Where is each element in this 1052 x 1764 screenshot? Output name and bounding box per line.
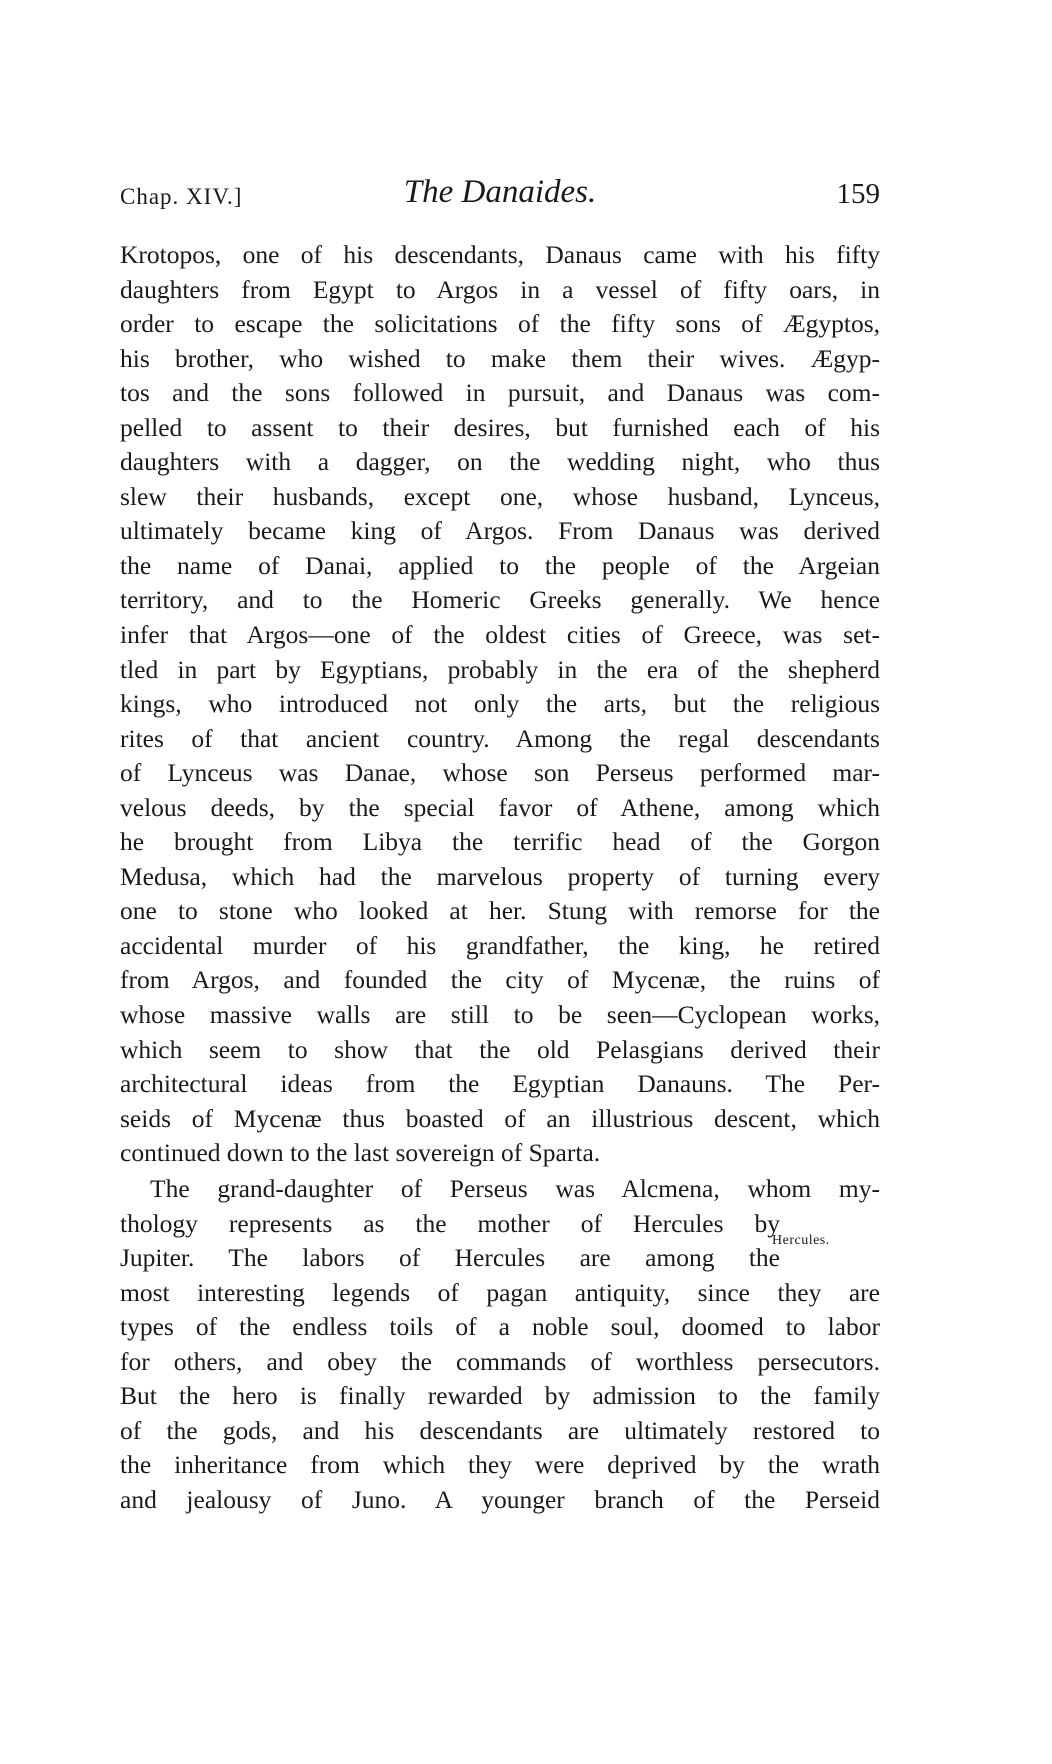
page-title: The Danaides. bbox=[403, 174, 597, 210]
text-line: velous deeds, by the special favor of Athene, among which bbox=[120, 792, 880, 822]
text-line: kings, who introduced not only the arts, but the religious bbox=[120, 689, 880, 719]
text-line: for others, and obey the commands of worthless persecutors. bbox=[120, 1346, 880, 1376]
text-line: slew their husbands, except one, whose husband, Lynceus, bbox=[120, 481, 880, 511]
text-line: most interesting legends of pagan antiquity, since they are bbox=[120, 1277, 880, 1307]
text-line: seids of Mycenæ thus boasted of an illustrious descent, which bbox=[120, 1103, 880, 1133]
text-line: from Argos, and founded the city of Mycenæ, the ruins of bbox=[120, 965, 880, 995]
text-line: of the gods, and his descendants are ultimately restored to bbox=[120, 1415, 880, 1445]
text-line: Medusa, which had the marvelous property of turning every bbox=[120, 861, 880, 891]
text-line: continued down to the last sovereign of Sparta. bbox=[120, 1138, 601, 1168]
text-line: one to stone who looked at her. Stung with remorse for the bbox=[120, 896, 880, 926]
text-line: infer that Argos—one of the oldest cities of Greece, was set- bbox=[120, 620, 880, 650]
text-line: whose massive walls are still to be seen—Cyclopean works, bbox=[120, 1000, 880, 1030]
text-line: his brother, who wished to make them their wives. Ægyp- bbox=[120, 343, 880, 373]
text-line: Krotopos, one of his descendants, Danaus came with his fifty bbox=[120, 240, 880, 269]
text-line: tled in part by Egyptians, probably in the era of the shepherd bbox=[120, 654, 880, 684]
text-line: pelled to assent to their desires, but furnished each of his bbox=[120, 412, 880, 442]
text-line: ultimately became king of Argos. From Danaus was derived bbox=[120, 516, 880, 546]
text-line: architectural ideas from the Egyptian Danauns. The Per- bbox=[120, 1069, 880, 1099]
text-line: daughters with a dagger, on the wedding night, who thus bbox=[120, 447, 880, 477]
text-line: territory, and to the Homeric Greeks generally. We hence bbox=[120, 585, 880, 615]
chapter-label: Chap. XIV.] bbox=[120, 184, 243, 209]
paragraph-1 bbox=[120, 238, 880, 1171]
text-line: of Lynceus was Danae, whose son Perseus performed mar- bbox=[120, 758, 880, 788]
text-line: rites of that ancient country. Among the regal descendants bbox=[120, 723, 880, 753]
text-line: the inheritance from which they were deprived by the wrath bbox=[120, 1450, 880, 1480]
text-line: The grand-daughter of Perseus was Alcmena, whom my- bbox=[150, 1174, 880, 1203]
text-line: tos and the sons followed in pursuit, and Danaus was com- bbox=[120, 378, 880, 408]
text-line: the name of Danai, applied to the people of the Argeian bbox=[120, 550, 880, 580]
text-line: Jupiter. The labors of Hercules are among the bbox=[120, 1243, 780, 1273]
text-line: types of the endless toils of a noble soul, doomed to labor bbox=[120, 1312, 880, 1342]
text-line: order to escape the solicitations of the fifty sons of Ægyptos, bbox=[120, 309, 880, 339]
text-line: which seem to show that the old Pelasgians derived their bbox=[120, 1034, 880, 1064]
text-line: But the hero is finally rewarded by admission to the family bbox=[120, 1381, 880, 1411]
text-line: daughters from Egypt to Argos in a vessel of fifty oars, in bbox=[120, 274, 880, 304]
margin-note: Hercules. bbox=[772, 1233, 830, 1248]
running-head bbox=[120, 172, 880, 222]
text-line: thology represents as the mother of Hercules by bbox=[120, 1208, 780, 1238]
text-line: he brought from Libya the terrific head of the Gorgon bbox=[120, 827, 880, 857]
paragraph-2 bbox=[120, 1172, 880, 1517]
page-number: 159 bbox=[836, 178, 880, 210]
text-line: accidental murder of his grandfather, the king, he retired bbox=[120, 930, 880, 960]
text-line: and jealousy of Juno. A younger branch of the Perseid bbox=[120, 1484, 880, 1514]
